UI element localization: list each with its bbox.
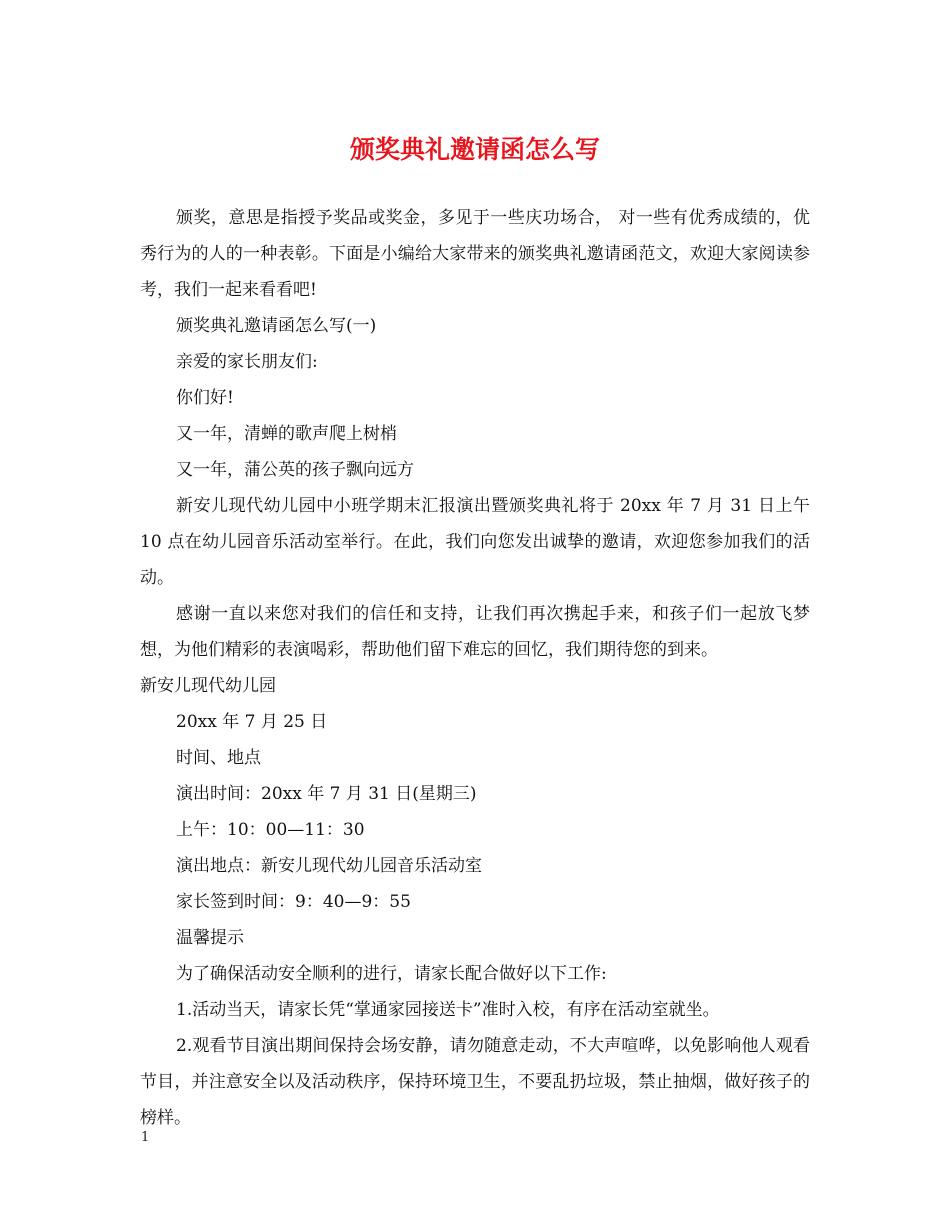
paragraph: 为了确保活动安全顺利的进行，请家长配合做好以下工作: [176, 964, 607, 984]
paragraph: 你们好! [176, 388, 234, 408]
paragraph: 新安儿现代幼儿园中小班学期末汇报演出暨颁奖典礼将于 20xx 年 7 月 31 日上午 10 点在幼儿园音乐活动室举行。在此，我们向您发出诚挚的邀请，欢迎您参加我们的活动。 [140, 496, 810, 588]
paragraph: 上午：10：00—11：30 [176, 820, 365, 840]
document-body [140, 200, 810, 1136]
paragraph: 温馨提示 [176, 928, 244, 948]
paragraph: 20xx 年 7 月 25 日 [176, 712, 328, 732]
paragraph: 颁奖，意思是指授予奖品或奖金，多见于一些庆功场合， 对一些有优秀成绩的，优秀行为的人的一种表彰。下面是小编给大家带来的颁奖典礼邀请函范文，欢迎大家阅读参考，我们一起来看看吧! [140, 208, 810, 300]
paragraph: 新安儿现代幼儿园 [140, 676, 276, 696]
paragraph: 又一年，蒲公英的孩子飘向远方 [176, 460, 414, 480]
paragraph: 2.观看节目演出期间保持会场安静，请勿随意走动，不大声喧哗，以免影响他人观看节目，并注意安全以及活动秩序，保持环境卫生，不要乱扔垃圾，禁止抽烟，做好孩子的榜样。 [140, 1036, 810, 1128]
paragraph: 1.活动当天，请家长凭“掌通家园接送卡”准时入校，有序在活动室就坐。 [176, 1000, 720, 1020]
document-title: 颁奖典礼邀请函怎么写 [349, 135, 600, 164]
paragraph: 颁奖典礼邀请函怎么写(一) [176, 316, 377, 336]
paragraph: 时间、地点 [176, 748, 261, 768]
paragraph: 又一年，清蝉的歌声爬上树梢 [176, 424, 397, 444]
paragraph: 演出地点：新安儿现代幼儿园音乐活动室 [176, 856, 482, 876]
page-number: 1 [141, 1130, 150, 1145]
paragraph: 感谢一直以来您对我们的信任和支持，让我们再次携起手来，和孩子们一起放飞梦想，为他们精彩的表演喝彩，帮助他们留下难忘的回忆，我们期待您的到来。 [140, 604, 810, 660]
paragraph: 家长签到时间：9：40—9：55 [176, 892, 411, 912]
paragraph: 演出时间：20xx 年 7 月 31 日(星期三) [176, 784, 477, 804]
paragraph: 亲爱的家长朋友们: [176, 352, 318, 372]
